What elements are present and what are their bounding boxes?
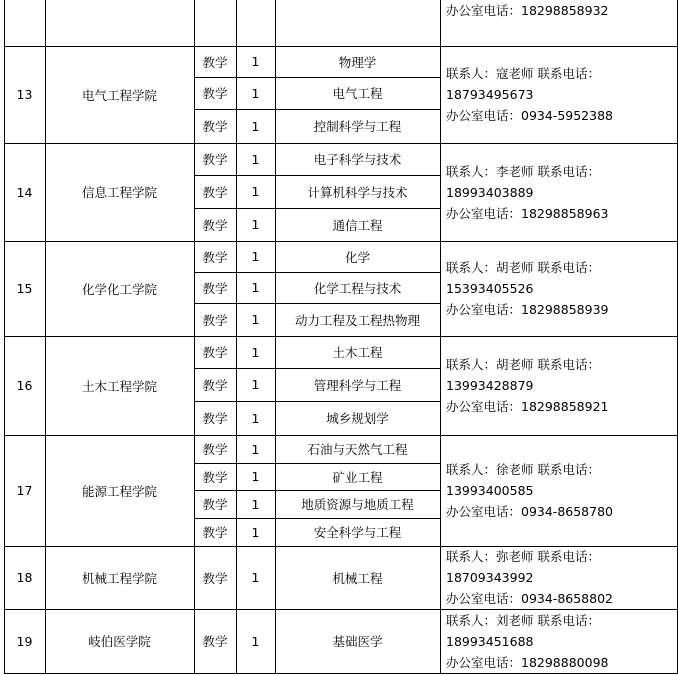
count-cell: 1 <box>251 151 260 167</box>
category-cell: 教学 <box>202 345 228 360</box>
contact-cell <box>440 546 677 609</box>
college-name: 信息工程学院 <box>81 185 157 200</box>
contact-cell <box>440 336 677 435</box>
office-phone: 办公室电话：18298858921 <box>446 399 609 414</box>
college-name: 岐伯医学院 <box>88 634 151 649</box>
office-phone: 办公室电话：0934-5952388 <box>446 108 613 123</box>
count-cell: 1 <box>251 85 260 101</box>
category-cell: 教学 <box>202 634 228 649</box>
office-phone: 办公室电话：0934-8658780 <box>446 504 613 519</box>
college-name: 机械工程学院 <box>81 570 157 586</box>
count-cell: 1 <box>251 570 260 585</box>
contact-cell <box>440 435 677 546</box>
row-number: 15 <box>16 281 33 296</box>
contact-person: 联系人：胡老师 联系电话： <box>446 357 600 372</box>
row-number: 16 <box>16 378 33 393</box>
major-name: 机械工程 <box>332 570 383 586</box>
contact-person: 联系人：刘老师 联系电话： <box>446 613 600 628</box>
count-cell: 1 <box>251 469 260 484</box>
major-name: 计算机科学与技术 <box>307 184 408 200</box>
category-cell: 教学 <box>202 570 228 586</box>
count-cell: 1 <box>251 184 260 199</box>
college-name: 土木工程学院 <box>81 378 157 394</box>
college-name: 能源工程学院 <box>81 483 157 499</box>
count-cell: 1 <box>251 249 260 264</box>
office-phone: 办公室电话：18298858963 <box>446 206 609 221</box>
category-cell: 教学 <box>202 442 228 457</box>
category-cell: 教学 <box>202 54 228 70</box>
category-cell: 教学 <box>202 119 228 134</box>
contact-cell <box>440 241 677 336</box>
contact-person: 联系人：寇老师 联系电话： <box>446 66 600 81</box>
major-name: 基础医学 <box>332 634 383 649</box>
count-cell: 1 <box>251 441 260 457</box>
category-cell: 教学 <box>202 280 228 296</box>
major-name: 通信工程 <box>332 217 383 233</box>
contact-person: 联系人：胡老师 联系电话： <box>446 260 600 275</box>
count-cell: 1 <box>251 217 260 232</box>
major-name: 安全科学与工程 <box>313 525 402 540</box>
major-name: 物理学 <box>338 54 377 70</box>
category-cell: 教学 <box>202 312 228 328</box>
category-cell: 教学 <box>202 411 228 426</box>
count-cell: 1 <box>251 344 260 360</box>
row-number: 17 <box>16 483 33 498</box>
category-cell: 教学 <box>202 184 228 200</box>
major-name: 管理科学与工程 <box>313 377 402 393</box>
contact-person: 联系人：弥老师 联系电话： <box>446 549 600 564</box>
college-name: 化学化工学院 <box>81 281 157 297</box>
row-number: 19 <box>16 633 33 649</box>
count-cell: 1 <box>251 377 260 392</box>
office-phone: 办公室电话：18298858939 <box>446 302 609 317</box>
contact-phone: 18709343992 <box>446 570 534 585</box>
category-cell: 教学 <box>202 86 228 101</box>
grid-line-h <box>4 673 678 674</box>
count-cell: 1 <box>251 312 260 327</box>
contact-cell <box>440 143 677 241</box>
category-cell: 教学 <box>202 377 228 393</box>
contact-cell <box>440 46 677 143</box>
contact-person: 联系人：徐老师 联系电话： <box>446 462 600 477</box>
major-name: 城乡规划学 <box>326 411 389 426</box>
contact-phone: 13993428879 <box>446 378 534 393</box>
contact-phone: 18993403889 <box>446 185 534 200</box>
contact-phone: 18793495673 <box>446 87 534 102</box>
category-cell: 教学 <box>202 469 228 485</box>
office-phone: 办公室电话：18298880098 <box>446 655 609 670</box>
count-cell: 1 <box>251 524 260 540</box>
contact-cell <box>440 609 677 673</box>
count-cell: 1 <box>251 496 260 512</box>
major-name: 土木工程 <box>332 345 383 360</box>
office-phone: 办公室电话：0934-8658802 <box>446 591 613 606</box>
office-phone-cell: 办公室电话：18298858932 <box>446 3 609 18</box>
college-name: 电气工程学院 <box>81 87 157 103</box>
major-name: 电子科学与技术 <box>313 152 402 167</box>
count-cell: 1 <box>251 280 260 295</box>
major-name: 化学 <box>344 249 370 265</box>
contact-phone: 18993451688 <box>446 634 534 649</box>
category-cell: 教学 <box>202 217 228 233</box>
major-name: 地质资源与地质工程 <box>301 497 414 512</box>
major-name: 矿业工程 <box>332 469 383 485</box>
major-name: 石油与天然气工程 <box>307 442 408 457</box>
category-cell: 教学 <box>202 497 228 512</box>
row-number: 18 <box>16 570 33 585</box>
count-cell: 1 <box>251 633 260 649</box>
count-cell: 1 <box>251 54 260 69</box>
major-name: 电气工程 <box>332 86 383 101</box>
row-number: 13 <box>16 87 33 102</box>
contact-phone: 15393405526 <box>446 281 534 296</box>
major-name: 动力工程及工程热物理 <box>294 312 420 328</box>
major-name: 化学工程与技术 <box>313 280 402 296</box>
category-cell: 教学 <box>202 249 228 265</box>
major-name: 控制科学与工程 <box>313 119 402 134</box>
contact-person: 联系人：李老师 联系电话： <box>446 164 600 179</box>
row-number: 14 <box>16 184 33 200</box>
count-cell: 1 <box>251 118 260 134</box>
category-cell: 教学 <box>202 152 228 167</box>
count-cell: 1 <box>251 410 260 426</box>
category-cell: 教学 <box>202 525 228 540</box>
contact-phone: 13993400585 <box>446 483 534 498</box>
